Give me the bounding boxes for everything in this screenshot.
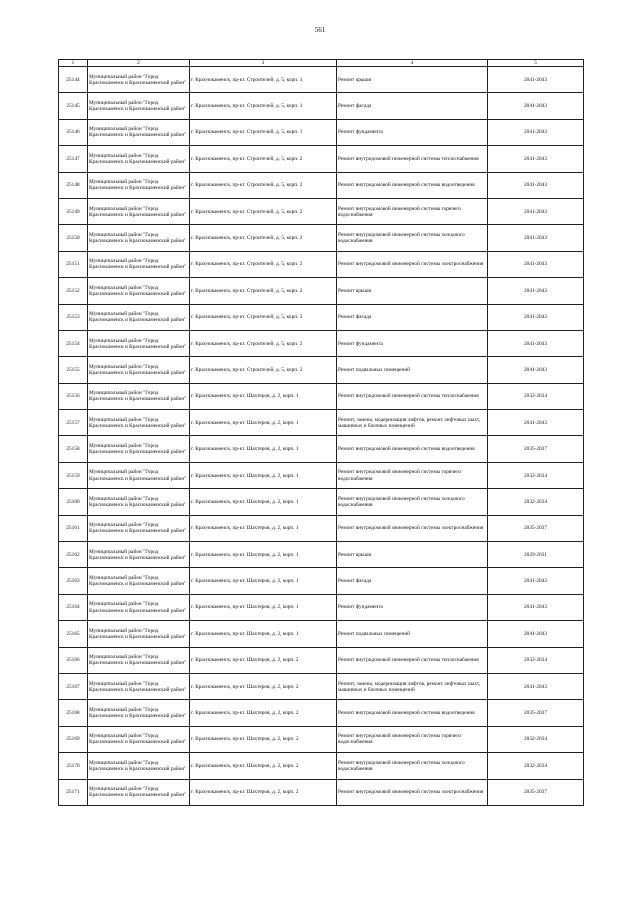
table-row — [59, 515, 584, 541]
row-number-cell: 25158 — [59, 436, 88, 462]
work-type-cell: Ремонт внутридомовой инженерной системы водоотведения — [337, 700, 488, 726]
municipality-cell: Муниципальный район "Город Краснокаменск и Краснокаменский район" — [88, 146, 190, 172]
address-cell: г. Краснокаменск, пр-кт. Строителей, д. 5, корп. 2 — [190, 304, 337, 330]
address-cell: г. Краснокаменск, пр-кт. Строителей, д. 5, корп. 2 — [190, 251, 337, 277]
table-row — [59, 647, 584, 673]
address-cell: г. Краснокаменск, пр-кт. Шахтеров, д. 2, корп. 1 — [190, 515, 337, 541]
table-header — [59, 60, 584, 67]
municipality-cell: Муниципальный район "Город Краснокаменск и Краснокаменский район" — [88, 330, 190, 356]
row-number-cell: 25162 — [59, 542, 88, 568]
row-number-cell: 25154 — [59, 330, 88, 356]
row-number-cell: 25161 — [59, 515, 88, 541]
row-number-cell: 25164 — [59, 594, 88, 620]
period-cell: 2041-2043 — [488, 621, 584, 647]
address-cell: г. Краснокаменск, пр-кт. Шахтеров, д. 2, корп. 2 — [190, 673, 337, 699]
period-cell: 2029-2031 — [488, 542, 584, 568]
work-type-cell: Ремонт внутридомовой инженерной системы холодного водоснабжения — [337, 489, 488, 515]
municipality-cell: Муниципальный район "Город Краснокаменск и Краснокаменский район" — [88, 594, 190, 620]
municipality-cell: Муниципальный район "Город Краснокаменск и Краснокаменский район" — [88, 198, 190, 224]
table-body — [59, 67, 584, 806]
municipality-cell: Муниципальный район "Город Краснокаменск и Краснокаменский район" — [88, 647, 190, 673]
address-cell: г. Краснокаменск, пр-кт. Шахтеров, д. 2, корп. 2 — [190, 726, 337, 752]
row-number-cell: 25171 — [59, 779, 88, 805]
municipality-cell: Муниципальный район "Город Краснокаменск и Краснокаменский район" — [88, 119, 190, 145]
work-type-cell: Ремонт фундамента — [337, 594, 488, 620]
municipality-cell: Муниципальный район "Город Краснокаменск и Краснокаменский район" — [88, 621, 190, 647]
table-row — [59, 489, 584, 515]
period-cell: 2041-2043 — [488, 93, 584, 119]
address-cell: г. Краснокаменск, пр-кт. Строителей, д. 5, корп. 2 — [190, 198, 337, 224]
row-number-cell: 25144 — [59, 67, 88, 93]
municipality-cell: Муниципальный район "Город Краснокаменск и Краснокаменский район" — [88, 462, 190, 488]
column-header-4: 4 — [337, 60, 488, 67]
table-row — [59, 621, 584, 647]
table-row — [59, 304, 584, 330]
table-row — [59, 93, 584, 119]
period-cell: 2041-2043 — [488, 330, 584, 356]
municipality-cell: Муниципальный район "Город Краснокаменск и Краснокаменский район" — [88, 67, 190, 93]
work-type-cell: Ремонт подвальных помещений — [337, 357, 488, 383]
municipality-cell: Муниципальный район "Город Краснокаменск и Краснокаменский район" — [88, 779, 190, 805]
period-cell: 2035-2037 — [488, 779, 584, 805]
municipality-cell: Муниципальный район "Город Краснокаменск и Краснокаменский район" — [88, 304, 190, 330]
table-row — [59, 251, 584, 277]
table-row — [59, 568, 584, 594]
period-cell: 2041-2043 — [488, 172, 584, 198]
row-number-cell: 25157 — [59, 410, 88, 436]
row-number-cell: 25159 — [59, 462, 88, 488]
address-cell: г. Краснокаменск, пр-кт. Строителей, д. 5, корп. 2 — [190, 146, 337, 172]
municipality-cell: Муниципальный район "Город Краснокаменск и Краснокаменский район" — [88, 515, 190, 541]
table-row — [59, 542, 584, 568]
municipality-cell: Муниципальный район "Город Краснокаменск и Краснокаменский район" — [88, 726, 190, 752]
row-number-cell: 25156 — [59, 383, 88, 409]
period-cell: 2041-2043 — [488, 410, 584, 436]
table-row — [59, 172, 584, 198]
address-cell: г. Краснокаменск, пр-кт. Строителей, д. 5, корп. 2 — [190, 278, 337, 304]
table-row — [59, 779, 584, 805]
address-cell: г. Краснокаменск, пр-кт. Шахтеров, д. 2, корп. 1 — [190, 489, 337, 515]
row-number-cell: 25163 — [59, 568, 88, 594]
table-row — [59, 726, 584, 752]
period-cell: 2032-2034 — [488, 726, 584, 752]
table-row — [59, 594, 584, 620]
work-type-cell: Ремонт внутридомовой инженерной системы холодного водоснабжения — [337, 753, 488, 779]
row-number-cell: 25150 — [59, 225, 88, 251]
work-type-cell: Ремонт фундамента — [337, 330, 488, 356]
period-cell: 2041-2043 — [488, 225, 584, 251]
column-header-3: 3 — [190, 60, 337, 67]
address-cell: г. Краснокаменск, пр-кт. Шахтеров, д. 2, корп. 1 — [190, 621, 337, 647]
row-number-cell: 25146 — [59, 119, 88, 145]
address-cell: г. Краснокаменск, пр-кт. Строителей, д. 5, корп. 1 — [190, 67, 337, 93]
municipality-cell: Муниципальный район "Город Краснокаменск и Краснокаменский район" — [88, 251, 190, 277]
row-number-cell: 25160 — [59, 489, 88, 515]
period-cell: 2041-2043 — [488, 568, 584, 594]
period-cell: 2041-2043 — [488, 198, 584, 224]
address-cell: г. Краснокаменск, пр-кт. Шахтеров, д. 2, корп. 2 — [190, 700, 337, 726]
work-type-cell: Ремонт крыши — [337, 542, 488, 568]
municipality-cell: Муниципальный район "Город Краснокаменск и Краснокаменский район" — [88, 410, 190, 436]
work-type-cell: Ремонт внутридомовой инженерной системы электроснабжения — [337, 515, 488, 541]
address-cell: г. Краснокаменск, пр-кт. Шахтеров, д. 2, корп. 1 — [190, 594, 337, 620]
work-type-cell: Ремонт внутридомовой инженерной системы водоотведения — [337, 436, 488, 462]
table-row — [59, 146, 584, 172]
address-cell: г. Краснокаменск, пр-кт. Строителей, д. 5, корп. 2 — [190, 330, 337, 356]
work-type-cell: Ремонт подвальных помещений — [337, 621, 488, 647]
work-type-cell: Ремонт внутридомовой инженерной системы горячего водоснабжения — [337, 726, 488, 752]
address-cell: г. Краснокаменск, пр-кт. Строителей, д. 5, корп. 1 — [190, 119, 337, 145]
table-row — [59, 225, 584, 251]
work-type-cell: Ремонт крыши — [337, 278, 488, 304]
municipality-cell: Муниципальный район "Город Краснокаменск и Краснокаменский район" — [88, 278, 190, 304]
period-cell: 2035-2037 — [488, 515, 584, 541]
work-type-cell: Ремонт, замена, модернизация лифтов, ремонт лифтовых шахт, машинных и блочных помещений — [337, 673, 488, 699]
municipality-cell: Муниципальный район "Город Краснокаменск и Краснокаменский район" — [88, 568, 190, 594]
municipality-cell: Муниципальный район "Город Краснокаменск и Краснокаменский район" — [88, 172, 190, 198]
table-row — [59, 462, 584, 488]
municipality-cell: Муниципальный район "Город Краснокаменск и Краснокаменский район" — [88, 700, 190, 726]
row-number-cell: 25148 — [59, 172, 88, 198]
table-row — [59, 700, 584, 726]
work-type-cell: Ремонт фасада — [337, 93, 488, 119]
work-type-cell: Ремонт фундамента — [337, 119, 488, 145]
row-number-cell: 25152 — [59, 278, 88, 304]
period-cell: 2041-2043 — [488, 673, 584, 699]
work-type-cell: Ремонт внутридомовой инженерной системы горячего водоснабжения — [337, 462, 488, 488]
address-cell: г. Краснокаменск, пр-кт. Шахтеров, д. 2, корп. 1 — [190, 436, 337, 462]
work-type-cell: Ремонт фасада — [337, 304, 488, 330]
registry-table — [58, 59, 584, 806]
table-row — [59, 198, 584, 224]
municipality-cell: Муниципальный район "Город Краснокаменск и Краснокаменский район" — [88, 673, 190, 699]
municipality-cell: Муниципальный район "Город Краснокаменск и Краснокаменский район" — [88, 489, 190, 515]
column-header-1: 1 — [59, 60, 88, 67]
address-cell: г. Краснокаменск, пр-кт. Шахтеров, д. 2, корп. 2 — [190, 647, 337, 673]
municipality-cell: Муниципальный район "Город Краснокаменск и Краснокаменский район" — [88, 357, 190, 383]
work-type-cell: Ремонт, замена, модернизация лифтов, ремонт лифтовых шахт, машинных и блочных помещений — [337, 410, 488, 436]
work-type-cell: Ремонт крыши — [337, 67, 488, 93]
municipality-cell: Муниципальный район "Город Краснокаменск и Краснокаменский район" — [88, 436, 190, 462]
period-cell: 2041-2043 — [488, 251, 584, 277]
row-number-cell: 25155 — [59, 357, 88, 383]
municipality-cell: Муниципальный район "Город Краснокаменск и Краснокаменский район" — [88, 93, 190, 119]
table-row — [59, 753, 584, 779]
table-row — [59, 357, 584, 383]
work-type-cell: Ремонт внутридомовой инженерной системы горячего водоснабжения — [337, 198, 488, 224]
address-cell: г. Краснокаменск, пр-кт. Шахтеров, д. 2, корп. 1 — [190, 542, 337, 568]
address-cell: г. Краснокаменск, пр-кт. Шахтеров, д. 2, корп. 1 — [190, 568, 337, 594]
municipality-cell: Муниципальный район "Город Краснокаменск и Краснокаменский район" — [88, 542, 190, 568]
row-number-cell: 25151 — [59, 251, 88, 277]
period-cell: 2041-2043 — [488, 594, 584, 620]
table-row — [59, 119, 584, 145]
column-header-5: 5 — [488, 60, 584, 67]
municipality-cell: Муниципальный район "Город Краснокаменск и Краснокаменский район" — [88, 383, 190, 409]
period-cell: 2041-2043 — [488, 304, 584, 330]
table-row — [59, 67, 584, 93]
period-cell: 2035-2037 — [488, 436, 584, 462]
page-number: 561 — [314, 26, 326, 34]
table-row — [59, 330, 584, 356]
period-cell: 2035-2037 — [488, 700, 584, 726]
row-number-cell: 25165 — [59, 621, 88, 647]
row-number-cell: 25149 — [59, 198, 88, 224]
period-cell: 2041-2043 — [488, 119, 584, 145]
row-number-cell: 25166 — [59, 647, 88, 673]
period-cell: 2041-2043 — [488, 357, 584, 383]
municipality-cell: Муниципальный район "Город Краснокаменск и Краснокаменский район" — [88, 753, 190, 779]
work-type-cell: Ремонт внутридомовой инженерной системы теплоснабжения — [337, 146, 488, 172]
row-number-cell: 25167 — [59, 673, 88, 699]
header-row — [59, 60, 584, 67]
address-cell: г. Краснокаменск, пр-кт. Шахтеров, д. 2, корп. 2 — [190, 753, 337, 779]
table-row — [59, 383, 584, 409]
work-type-cell: Ремонт внутридомовой инженерной системы водоотведения — [337, 172, 488, 198]
table-row — [59, 436, 584, 462]
row-number-cell: 25147 — [59, 146, 88, 172]
work-type-cell: Ремонт фасада — [337, 568, 488, 594]
period-cell: 2041-2043 — [488, 278, 584, 304]
address-cell: г. Краснокаменск, пр-кт. Строителей, д. 5, корп. 1 — [190, 93, 337, 119]
table-row — [59, 410, 584, 436]
work-type-cell: Ремонт внутридомовой инженерной системы холодного водоснабжения — [337, 225, 488, 251]
address-cell: г. Краснокаменск, пр-кт. Шахтеров, д. 2, корп. 1 — [190, 383, 337, 409]
address-cell: г. Краснокаменск, пр-кт. Шахтеров, д. 2, корп. 1 — [190, 410, 337, 436]
municipality-cell: Муниципальный район "Город Краснокаменск и Краснокаменский район" — [88, 225, 190, 251]
period-cell: 2032-2034 — [488, 489, 584, 515]
work-type-cell: Ремонт внутридомовой инженерной системы электроснабжения — [337, 779, 488, 805]
address-cell: г. Краснокаменск, пр-кт. Строителей, д. 5, корп. 2 — [190, 172, 337, 198]
table-row — [59, 673, 584, 699]
period-cell: 2041-2043 — [488, 67, 584, 93]
work-type-cell: Ремонт внутридомовой инженерной системы теплоснабжения — [337, 383, 488, 409]
row-number-cell: 25153 — [59, 304, 88, 330]
column-header-2: 2 — [88, 60, 190, 67]
table-row — [59, 278, 584, 304]
period-cell: 2032-2034 — [488, 647, 584, 673]
row-number-cell: 25170 — [59, 753, 88, 779]
row-number-cell: 25169 — [59, 726, 88, 752]
period-cell: 2032-2034 — [488, 383, 584, 409]
row-number-cell: 25168 — [59, 700, 88, 726]
address-cell: г. Краснокаменск, пр-кт. Строителей, д. 5, корп. 2 — [190, 357, 337, 383]
work-type-cell: Ремонт внутридомовой инженерной системы теплоснабжения — [337, 647, 488, 673]
work-type-cell: Ремонт внутридомовой инженерной системы электроснабжения — [337, 251, 488, 277]
row-number-cell: 25145 — [59, 93, 88, 119]
period-cell: 2032-2034 — [488, 753, 584, 779]
address-cell: г. Краснокаменск, пр-кт. Шахтеров, д. 2, корп. 1 — [190, 462, 337, 488]
address-cell: г. Краснокаменск, пр-кт. Строителей, д. 5, корп. 2 — [190, 225, 337, 251]
address-cell: г. Краснокаменск, пр-кт. Шахтеров, д. 2, корп. 2 — [190, 779, 337, 805]
period-cell: 2032-2034 — [488, 462, 584, 488]
period-cell: 2041-2043 — [488, 146, 584, 172]
